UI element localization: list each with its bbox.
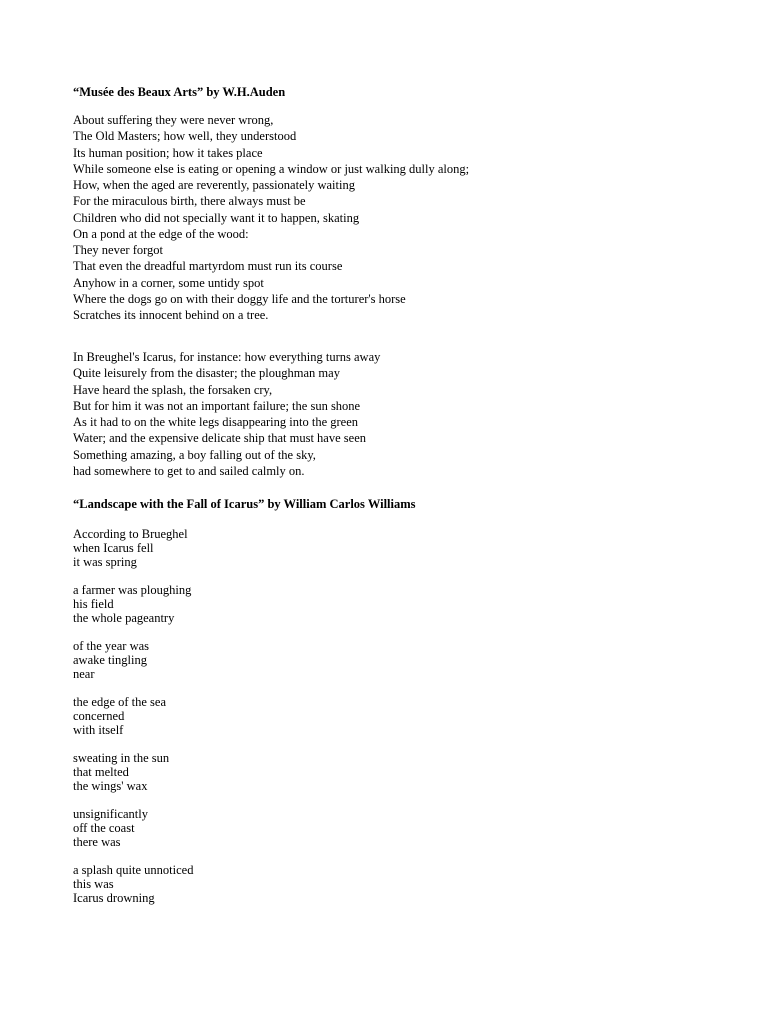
poem-line: For the miraculous birth, there always must be	[73, 194, 306, 209]
poem-line: They never forgot	[73, 243, 164, 257]
poem-line: sweating in the sun	[73, 751, 170, 765]
poem-line: Something amazing, a boy falling out of the sky,	[73, 447, 316, 462]
poem2-stanza-7	[73, 863, 193, 905]
poem-line: the whole pageantry	[73, 611, 175, 625]
poem-line: While someone else is eating or opening a window or just walking dully along;	[73, 161, 470, 176]
poem-line: when Icarus fell	[73, 541, 154, 555]
poem-line: that melted	[73, 765, 129, 779]
poem2-stanza-6	[73, 807, 148, 849]
poem1-stanza-2	[73, 349, 380, 479]
poem-line: The Old Masters; how well, they understood	[73, 129, 297, 144]
poem-line: Quite leisurely from the disaster; the ploughman may	[73, 366, 340, 381]
poem-line: On a pond at the edge of the wood:	[73, 226, 249, 241]
poem-line: his field	[73, 597, 114, 611]
poem2-stanza-5	[73, 751, 169, 793]
poem-line: That even the dreadful martyrdom must run its course	[73, 259, 343, 274]
poem2-stanza-1	[73, 527, 188, 569]
poem-line: there was	[73, 835, 121, 849]
poem-line: Water; and the expensive delicate ship that must have seen	[73, 431, 366, 446]
poem-line: But for him it was not an important failure; the sun shone	[73, 398, 361, 413]
poem-title-landscape-with-the-fall-of-icarus: “Landscape with the Fall of Icarus” by William Carlos Williams	[73, 497, 416, 511]
poem-line: Children who did not specially want it to happen, skating	[73, 210, 360, 225]
poem-line: Anyhow in a corner, some untidy spot	[73, 275, 264, 290]
poem2-stanza-4	[73, 695, 166, 737]
poem-line: According to Brueghel	[73, 527, 188, 541]
poem-line: Have heard the splash, the forsaken cry,	[73, 382, 273, 397]
poem-line: How, when the aged are reverently, passionately waiting	[73, 178, 355, 192]
poem-line: the edge of the sea	[73, 695, 167, 709]
poem-line: In Breughel's Icarus, for instance: how everything turns away	[73, 350, 381, 364]
poem-line: had somewhere to get to and sailed calmly on.	[73, 463, 305, 478]
poem-line: Scratches its innocent behind on a tree.	[73, 308, 269, 322]
poem-line: with itself	[73, 723, 124, 737]
poem-line: near	[73, 667, 95, 681]
poem-line: concerned	[73, 709, 125, 723]
poem-line: of the year was	[73, 639, 150, 653]
poem-line: awake tingling	[73, 653, 147, 667]
poem-line: As it had to on the white legs disappearing into the green	[73, 415, 359, 429]
poem-line: the wings' wax	[73, 779, 148, 793]
poem2-stanza-2	[73, 583, 191, 625]
poem2-stanza-3	[73, 639, 149, 681]
poem-line: a splash quite unnoticed	[73, 863, 194, 877]
poem-line: Where the dogs go on with their doggy life and the torturer's horse	[73, 291, 406, 306]
poem-title-musee-des-beaux-arts: “Musée des Beaux Arts” by W.H.Auden	[73, 85, 286, 99]
poem-line: Its human position; how it takes place	[73, 145, 263, 160]
poem-line: this was	[73, 877, 114, 891]
poem1-stanza-1	[73, 112, 469, 323]
poem-line: a farmer was ploughing	[73, 583, 192, 597]
poem-line: About suffering they were never wrong,	[73, 113, 274, 127]
poem-line: unsignificantly	[73, 807, 148, 821]
poem-line: off the coast	[73, 821, 135, 835]
poem-line: Icarus drowning	[73, 891, 155, 905]
poem-line: it was spring	[73, 555, 137, 569]
